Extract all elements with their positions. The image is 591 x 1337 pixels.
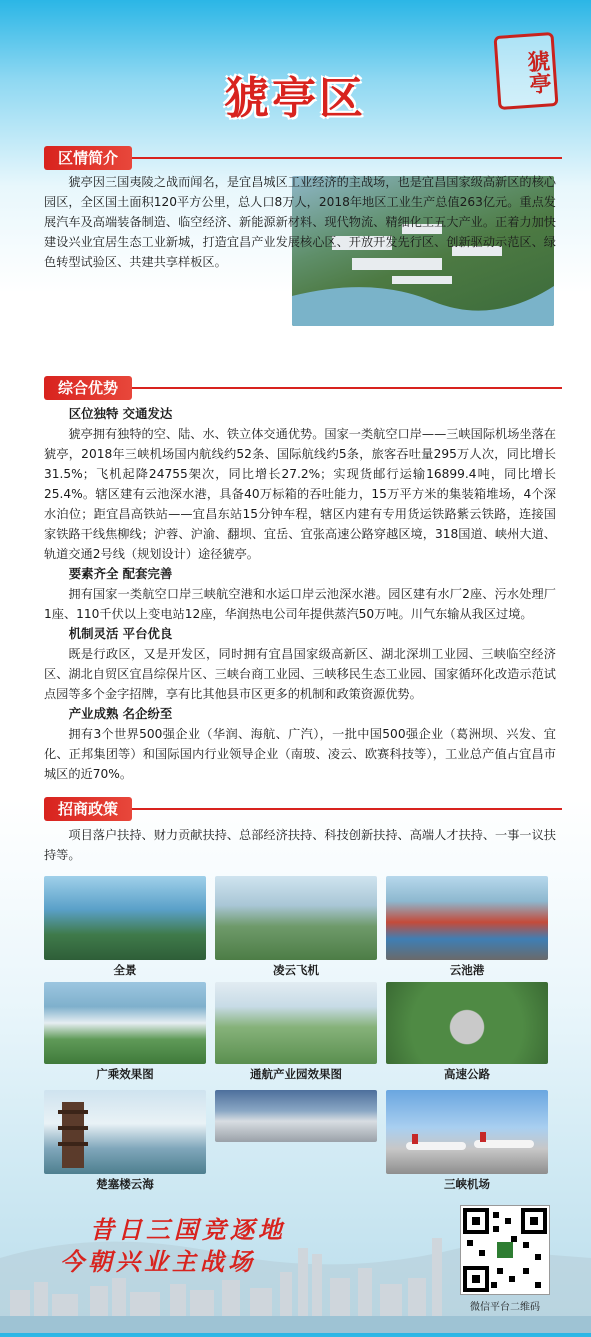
caption-panorama: 全景 <box>113 963 137 977</box>
caption-expressway: 高速公路 <box>444 1067 490 1081</box>
caption-guangcheng-rendering: 广乘效果图 <box>96 1067 154 1081</box>
slogan-line-1: 昔日三国竞逐地 <box>90 1215 286 1244</box>
qr-caption: 微信平台二维码 <box>470 1302 540 1313</box>
advantage-subheading: 机制灵活 平台优良 <box>68 626 173 641</box>
photo-chusai-tower <box>44 1090 206 1174</box>
advantage-paragraph: 拥有3个世界500强企业（华润、海航、广汽），一批中国500强企业（葛洲坝、兴发、宜化、正邦集团等）和国际国内行业领导企业（南玻、凌云、欧赛科技等），工业总产值占宜昌市城区的近70%。 <box>44 727 556 781</box>
caption-sanxia-airport: 三峡机场 <box>444 1177 490 1191</box>
photo-yunchi-port <box>386 876 548 960</box>
advantage-paragraph: 猇亭拥有独特的空、陆、水、铁立体交通优势。国家一类航空口岸——三峡国际机场坐落在猇亭，2018年三峡机场国内航线约52条、国际航线约5条，旅客吞吐量295万人次，同比增长31.5%；飞机起降24755架次，同比增长27.2%；实现货邮行运输16899.4吨，同比增长25.4%。辖区建有云池深水港，具备40万标箱的吞吐能力，15万平方米的集装箱堆场，4个深水泊位；距宜昌高铁站——宜昌东站15分钟车程，辖区内建有专用货运铁路紫云铁路，连接国家铁路干线焦柳线；沪蓉、沪渝、翻坝、宜岳、宜张高速公路穿越区境，318国道、峡州大道、轨道交通2号线（规划设计）途径猇亭。 <box>44 427 556 561</box>
slogan-line-2: 今朝兴业主战场 <box>60 1247 256 1276</box>
advantage-subheading: 要素齐全 配套完善 <box>68 566 173 581</box>
section-heading-intro: 区情简介 <box>44 146 132 170</box>
caption-chusai-tower: 楚塞楼云海 <box>96 1177 154 1191</box>
photo-expressway <box>386 982 548 1064</box>
photo-aviation-park-rendering <box>215 982 377 1064</box>
page-title: 猇亭区 <box>225 73 366 124</box>
photo-sanxia-airport <box>386 1090 548 1174</box>
section-heading-policy: 招商政策 <box>44 797 132 821</box>
photo-panorama <box>44 876 206 960</box>
photo-guangcheng-rendering <box>44 982 206 1064</box>
policy-text: 项目落户扶持、财力贡献扶持、总部经济扶持、科技创新扶持、高端人才扶持、一事一议扶持等。 <box>44 828 556 862</box>
advantage-paragraph: 拥有国家一类航空口岸三峡航空港和水运口岸云池深水港。园区建有水厂2座、污水处理厂1座、110千伏以上变电站12座，华润热电公司年提供蒸汽50万吨。川气东输从我区过境。 <box>44 587 556 621</box>
caption-yunchi-port: 云池港 <box>449 963 485 977</box>
advantages-text <box>44 404 556 784</box>
photo-lingyun-aircraft <box>215 876 377 960</box>
advantage-paragraph: 既是行政区，又是开发区，同时拥有宜昌国家级高新区、湖北深圳工业园、三峡临空经济区、湖北自贸区宜昌综保片区、三峡台商工业园、三峡移民生态工业园、国家循环化改造示范试点园等多个金字招牌，享有比其他县市区更多的机制和政策资源优势。 <box>44 647 556 701</box>
advantage-subheading: 区位独特 交通发达 <box>68 406 173 421</box>
advantage-subheading: 产业成熟 名企纷至 <box>68 706 173 721</box>
photo-airport-terminal <box>215 1090 377 1142</box>
wechat-qr-code[interactable] <box>460 1205 550 1295</box>
caption-aviation-park-rendering: 通航产业园效果图 <box>250 1067 342 1081</box>
seal-stamp: 猇亭 <box>493 32 558 110</box>
section-heading-advantages: 综合优势 <box>44 376 132 400</box>
intro-text: 猇亭因三国夷陵之战而闻名，是宜昌城区工业经济的主战场，也是宜昌国家级高新区的核心园区，全区国土面积120平方公里，总人口8万人，2018年地区工业生产总值263亿元。重点发展汽车及高端装备制造、临空经济、新能源新材料、现代物流、精细化工五大产业。正着力加快建设兴业宜居生态工业新城，打造宜昌产业发展核心区、开放开发先行区、创新驱动示范区、绿色转型试验区、共建共享样板区。 <box>44 175 556 269</box>
caption-lingyun-aircraft: 凌云飞机 <box>273 963 319 977</box>
